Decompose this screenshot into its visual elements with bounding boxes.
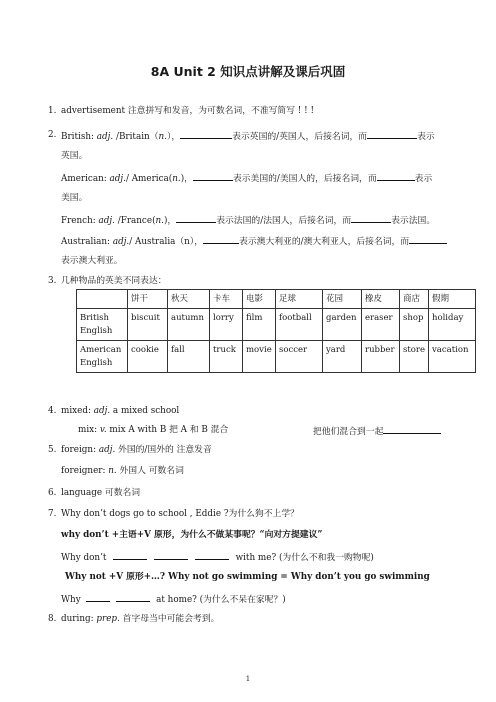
item-1-text: advertisement 注意拼写和发音，为可数名词，不准写简写 ! ! ! — [61, 106, 315, 116]
item-number: 8. — [48, 614, 57, 624]
table-cell: 饼干 — [128, 290, 168, 309]
item-4-line-1 — [61, 405, 179, 417]
table-cell: 商店 — [400, 290, 429, 309]
item-8-text — [61, 613, 219, 625]
text: 把他们混合到一起 — [313, 427, 384, 437]
text: mix: — [78, 425, 100, 435]
item-5-line-2 — [61, 465, 184, 477]
table-cell: movie — [243, 341, 276, 373]
table-cell: rubber — [362, 341, 400, 373]
fill-blank[interactable] — [351, 213, 391, 223]
table-row — [77, 309, 476, 341]
text: n. — [172, 174, 181, 184]
text: 表示英国的/英国人，后接名词，而 — [232, 132, 368, 142]
item-6-text: language 可数名词 — [61, 488, 141, 498]
item-4-line-2 — [78, 424, 228, 436]
text: during: — [61, 614, 97, 624]
item-number: 3. — [48, 276, 57, 286]
text: v. — [99, 425, 107, 435]
item-number: 7. — [48, 509, 57, 519]
text: 表示法国。 — [391, 216, 436, 226]
item-5-line-1 — [61, 444, 212, 456]
text: foreigner: — [61, 466, 109, 476]
item-7-line-1: Why don’t dogs go to school , Eddie ?为什么狗不上学？ — [61, 509, 299, 519]
text: mix A with B 把 A 和 B 混合 — [106, 425, 229, 435]
text: 表示 — [417, 132, 435, 142]
table-cell: autumn — [168, 309, 210, 341]
item-4-line-2-right — [313, 424, 441, 438]
table-cell: American English — [77, 341, 128, 373]
text: /France( — [114, 216, 156, 226]
table-cell: store — [400, 341, 429, 373]
table-cell: soccer — [276, 341, 323, 373]
table-cell: 花园 — [323, 290, 362, 309]
table-cell: holiday — [429, 309, 476, 341]
table-cell: 橡皮 — [362, 290, 400, 309]
fill-blank[interactable] — [113, 550, 147, 560]
text: n. — [158, 132, 167, 142]
text: 表示美国的/美国人的，后接名词，而 — [232, 174, 377, 184]
fill-blank[interactable] — [180, 129, 232, 139]
item-2-french-line — [61, 213, 435, 227]
fill-blank[interactable] — [176, 213, 216, 223]
table-cell: eraser — [362, 309, 400, 341]
fill-blank[interactable] — [86, 592, 110, 602]
text: at home? (为什么不呆在家呢？) — [156, 595, 286, 605]
fill-blank[interactable] — [195, 550, 229, 560]
item-7-line-5 — [61, 592, 286, 606]
table-cell: vacation — [429, 341, 476, 373]
text: 表示 — [414, 174, 433, 184]
text: 外国人 可数名词 — [116, 466, 184, 476]
item-2-american-line — [61, 171, 432, 185]
text: /Britain（ — [113, 132, 159, 142]
fill-blank[interactable] — [193, 171, 233, 181]
table-cell: fall — [168, 341, 210, 373]
table-cell: film — [243, 309, 276, 341]
text: / America( — [125, 174, 173, 184]
fill-blank[interactable] — [116, 592, 150, 602]
fill-blank[interactable] — [367, 129, 417, 139]
table-cell: 卡车 — [210, 290, 243, 309]
item-2-australian-line — [61, 234, 447, 248]
text: 表示法国的/法国人，后接名词，而 — [216, 216, 352, 226]
text: )， — [180, 174, 193, 184]
text: adj. — [93, 406, 111, 416]
text: adj. — [96, 132, 114, 142]
item-number: 4. — [48, 406, 57, 416]
table-cell: truck — [210, 341, 243, 373]
table-cell: 假期 — [429, 290, 476, 309]
item-2-british-cont: 英国。 — [61, 151, 88, 161]
fill-blank[interactable] — [377, 171, 415, 181]
table-cell: lorry — [210, 309, 243, 341]
text: foreign: — [61, 445, 99, 455]
table-cell: cookie — [128, 341, 168, 373]
item-number: 6. — [48, 488, 57, 498]
page-title: 8A Unit 2 知识点讲解及课后巩固 — [150, 64, 346, 79]
fill-blank[interactable] — [203, 234, 239, 244]
item-number: 5. — [48, 445, 57, 455]
text: adj. — [109, 174, 126, 184]
table-cell: football — [276, 309, 323, 341]
item-7-line-3 — [61, 550, 374, 564]
item-number: 2. — [48, 130, 57, 140]
text: British: — [61, 132, 97, 142]
item-3-text: 几种物品的英美不同表达： — [61, 276, 167, 286]
item-2-australian-cont: 表示澳大利亚。 — [61, 256, 123, 266]
text: American: — [61, 174, 110, 184]
text: adj. — [98, 216, 115, 226]
table-cell: yard — [323, 341, 362, 373]
item-7-line-4: Why not +V 原形+…? Why not go swimming = Why don’t you go swimming — [65, 572, 430, 582]
text: 表示澳大利亚的/澳大利亚人，后接名词，而 — [239, 237, 410, 247]
text: Why don’t — [61, 553, 107, 563]
text: mixed: — [61, 406, 94, 416]
table-cell: 足球 — [276, 290, 323, 309]
table-header-row — [77, 290, 476, 309]
fill-blank[interactable] — [409, 234, 447, 244]
text: with me? (为什么不和我一购物呢) — [235, 553, 374, 563]
table-cell: 电影 — [243, 290, 276, 309]
item-7-line-2: why don’t +主语+V 原形，为什么不做某事呢？“向对方提建议” — [61, 530, 323, 540]
table-cell — [77, 290, 128, 309]
text: adj. — [112, 237, 130, 247]
text: Australian: — [61, 237, 113, 247]
text: 外国的/国外的 注意发音 — [115, 445, 212, 455]
vocabulary-table — [76, 289, 476, 373]
text: French: — [61, 216, 99, 226]
text: ）， — [166, 132, 181, 142]
table-cell: shop — [400, 309, 429, 341]
table-cell: garden — [323, 309, 362, 341]
text: a mixed school — [110, 406, 180, 416]
table-row — [77, 341, 476, 373]
fill-blank[interactable] — [154, 550, 188, 560]
text: n. — [155, 216, 164, 226]
text: / Australia（n）， — [129, 237, 204, 247]
text: Why — [61, 595, 81, 605]
fill-blank[interactable] — [383, 424, 441, 434]
text: prep. — [96, 614, 120, 624]
item-number: 1. — [48, 106, 57, 116]
text: adj. — [98, 445, 116, 455]
page-number: 1 — [245, 675, 251, 683]
table-cell: British English — [77, 309, 128, 341]
item-2-american-cont: 美国。 — [61, 193, 88, 203]
text: n. — [108, 466, 117, 476]
table-cell: 秋天 — [168, 290, 210, 309]
item-2-british-line — [61, 129, 435, 143]
text: 首字母当中可能会考到。 — [119, 614, 220, 624]
text: )， — [163, 216, 177, 226]
table-cell: biscuit — [128, 309, 168, 341]
